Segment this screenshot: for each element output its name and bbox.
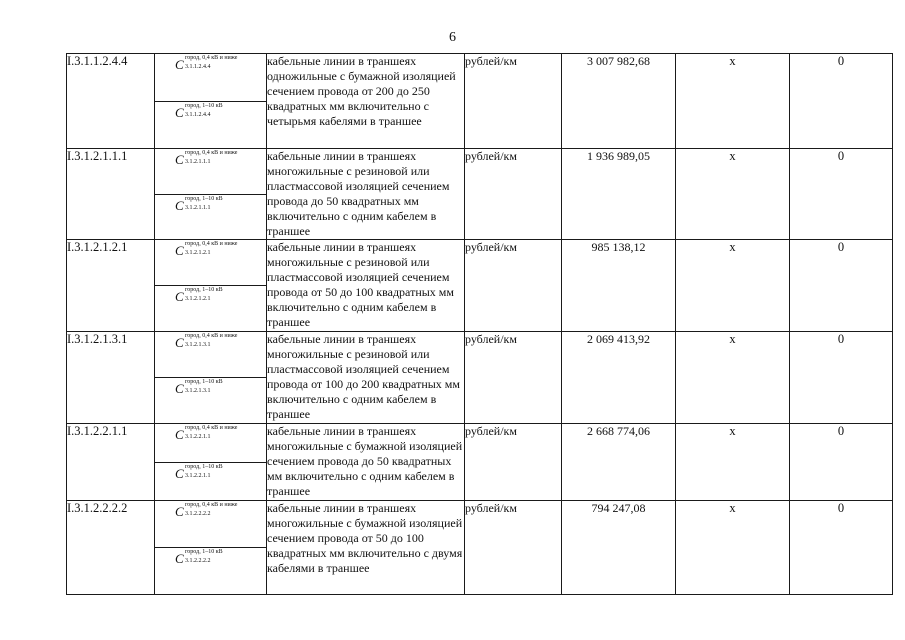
symbol-cell	[155, 149, 267, 240]
row-unit: рублей/км	[465, 501, 562, 595]
row-zero: 0	[790, 54, 893, 149]
row-unit: рублей/км	[465, 54, 562, 149]
row-x: x	[676, 424, 790, 501]
row-code: I.3.1.2.1.2.1	[67, 240, 155, 332]
row-description: кабельные линии в траншеях одножильные с бумажной изоляцией сечением провода от 200 до 250 квадратных мм включительно с четырьмя кабелями в траншее	[267, 54, 465, 149]
row-zero: 0	[790, 149, 893, 240]
row-code: I.3.1.2.2.2.2	[67, 501, 155, 595]
row-code: I.3.1.2.1.1.1	[67, 149, 155, 240]
row-x: x	[676, 54, 790, 149]
symbol-cell	[155, 501, 267, 595]
row-x: x	[676, 501, 790, 595]
symbol-top: C город, 0,4 кВ и ниже 3.1.2.1.1.1	[175, 150, 238, 167]
symbol-bottom: C город, 1–10 кВ 3.1.2.2.2.2	[155, 547, 266, 594]
row-value: 2 069 413,92	[562, 332, 676, 424]
row-code: I.3.1.2.2.1.1	[67, 424, 155, 501]
symbol-top: C город, 0,4 кВ и ниже 3.1.1.2.4.4	[175, 55, 238, 72]
table-row	[67, 501, 893, 595]
symbol-top: C город, 0,4 кВ и ниже 3.1.2.1.3.1	[175, 333, 238, 350]
row-x: x	[676, 149, 790, 240]
symbol-cell	[155, 240, 267, 332]
row-x: x	[676, 332, 790, 424]
row-description: кабельные линии в траншеях многожильные с резиновой или пластмассовой изоляцией сечением провода до 50 квадратных мм включительно с одним кабелем в траншее	[267, 149, 465, 240]
table-row	[67, 332, 893, 424]
table-row	[67, 149, 893, 240]
row-code: I.3.1.1.2.4.4	[67, 54, 155, 149]
symbol-bottom: C город, 1–10 кВ 3.1.2.1.2.1	[155, 285, 266, 331]
table-row	[67, 54, 893, 149]
row-description: кабельные линии в траншеях многожильные с бумажной изоляцией сечением провода от 50 до 100 квадратных мм включительно с двумя кабелями в траншее	[267, 501, 465, 595]
row-zero: 0	[790, 240, 893, 332]
row-zero: 0	[790, 332, 893, 424]
symbol-cell	[155, 332, 267, 424]
row-x: x	[676, 240, 790, 332]
row-value: 2 668 774,06	[562, 424, 676, 501]
symbol-bottom: C город, 1–10 кВ 3.1.2.1.3.1	[155, 377, 266, 423]
symbol-top: C город, 0,4 кВ и ниже 3.1.2.2.1.1	[175, 425, 238, 442]
row-description: кабельные линии в траншеях многожильные с бумажной изоляцией сечением провода до 50 квадратных мм включительно с одним кабелем в траншее	[267, 424, 465, 501]
row-description: кабельные линии в траншеях многожильные с резиновой или пластмассовой изоляцией сечением провода от 50 до 100 квадратных мм включительно с одним кабелем в траншее	[267, 240, 465, 332]
tariff-table	[66, 53, 893, 595]
symbol-bottom: C город, 1–10 кВ 3.1.1.2.4.4	[155, 101, 266, 149]
page-number: 6	[449, 30, 456, 45]
row-code: I.3.1.2.1.3.1	[67, 332, 155, 424]
row-unit: рублей/км	[465, 332, 562, 424]
row-unit: рублей/км	[465, 424, 562, 501]
row-unit: рублей/км	[465, 149, 562, 240]
row-zero: 0	[790, 501, 893, 595]
symbol-top: C город, 0,4 кВ и ниже 3.1.2.1.2.1	[175, 241, 238, 258]
symbol-bottom: C город, 1–10 кВ 3.1.2.1.1.1	[155, 194, 266, 240]
row-value: 1 936 989,05	[562, 149, 676, 240]
row-value: 985 138,12	[562, 240, 676, 332]
row-value: 3 007 982,68	[562, 54, 676, 149]
row-unit: рублей/км	[465, 240, 562, 332]
symbol-bottom: C город, 1–10 кВ 3.1.2.2.1.1	[155, 462, 266, 501]
symbol-cell	[155, 424, 267, 501]
table-row	[67, 240, 893, 332]
symbol-top: C город, 0,4 кВ и ниже 3.1.2.2.2.2	[175, 502, 238, 519]
row-value: 794 247,08	[562, 501, 676, 595]
row-description: кабельные линии в траншеях многожильные с резиновой или пластмассовой изоляцией сечением провода от 100 до 200 квадратных мм включительно с одним кабелем в траншее	[267, 332, 465, 424]
table-row	[67, 424, 893, 501]
row-zero: 0	[790, 424, 893, 501]
symbol-cell	[155, 54, 267, 149]
